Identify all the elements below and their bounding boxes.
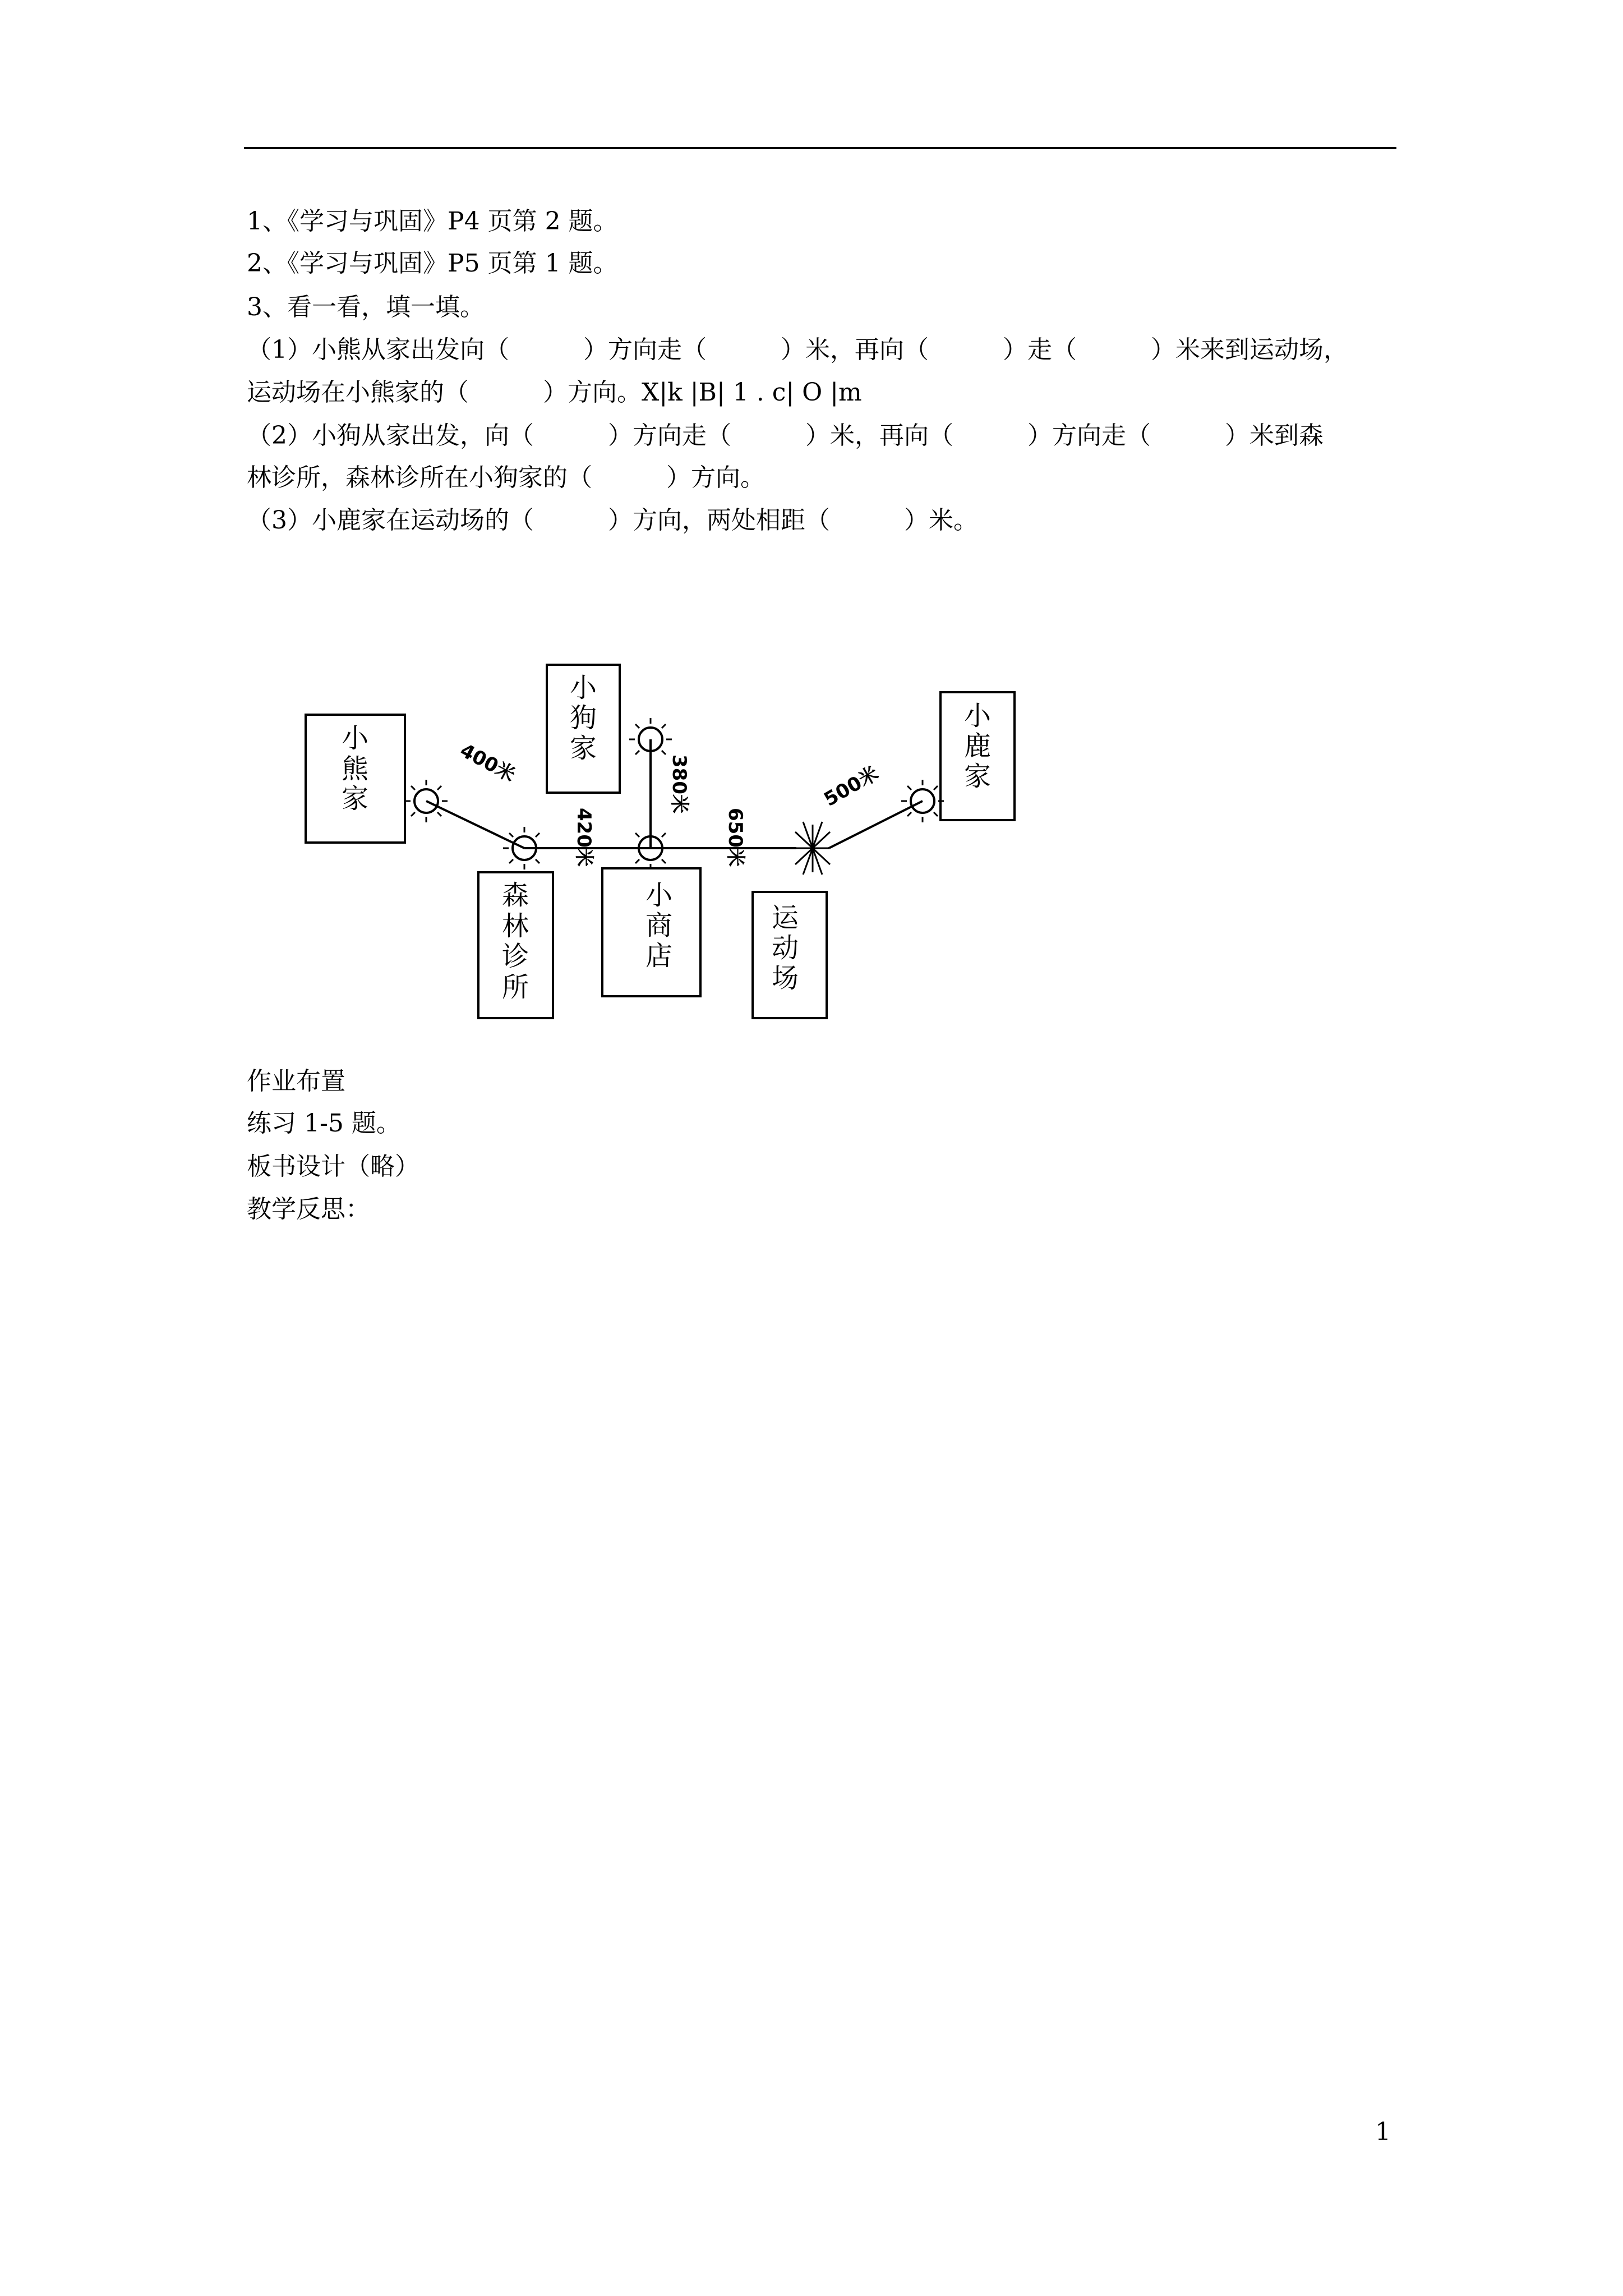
board-design: 板书设计（略） xyxy=(247,1152,419,1181)
shop-label-1: 小 xyxy=(645,880,673,911)
question-3-line-1: （3）小鹿家在运动场的（ ）方向，两处相距（ ）米。 xyxy=(247,506,978,535)
playground-marker xyxy=(795,822,830,875)
exercise-item-2: 2、《学习与巩固》P5 页第 1 题。 xyxy=(247,249,618,278)
playground-label-3: 场 xyxy=(771,963,799,994)
teaching-reflection: 教学反思： xyxy=(247,1195,370,1223)
clinic-label-4: 所 xyxy=(501,972,529,1003)
deer-home-label-1: 小 xyxy=(963,700,992,731)
route-playground-deer xyxy=(829,801,923,848)
homework-title: 作业布置 xyxy=(247,1067,345,1096)
distance-dog-shop: 380米 xyxy=(668,754,690,813)
distance-bear-clinic: 400米 xyxy=(456,739,519,787)
homework-content: 练习 1-5 题。 xyxy=(247,1109,401,1138)
shop-label-2: 商 xyxy=(645,910,673,941)
bear-home-label-1: 小 xyxy=(341,723,369,754)
route-bear-clinic xyxy=(426,801,524,848)
exercise-item-1: 1、《学习与巩固》P4 页第 2 题。 xyxy=(247,207,618,236)
distance-shop-playground: 650米 xyxy=(724,808,746,867)
clinic-label-2: 林 xyxy=(501,910,529,942)
deer-home-label-2: 鹿 xyxy=(963,730,992,762)
distance-clinic-shop: 420米 xyxy=(573,808,595,867)
clinic-label-1: 森 xyxy=(501,880,529,911)
question-1-line-2: 运动场在小熊家的（ ）方向。X|k |B| 1 . c| O |m xyxy=(247,378,862,407)
playground-label-2: 动 xyxy=(771,932,799,964)
bear-home-label-3: 家 xyxy=(341,783,369,815)
dog-home-label-2: 狗 xyxy=(569,702,597,734)
bear-home-label-2: 熊 xyxy=(341,753,369,785)
clinic-label-3: 诊 xyxy=(501,941,529,972)
question-1-line-1: （1）小熊从家出发向（ ）方向走（ ）米，再向（ ）走（ ）米来到运动场， xyxy=(247,335,1348,364)
shop-label-3: 店 xyxy=(645,940,673,972)
page-number: 1 xyxy=(1375,2118,1391,2146)
playground-label-1: 运 xyxy=(771,902,799,933)
dog-home-label-3: 家 xyxy=(569,733,597,764)
question-2-line-2: 林诊所，森林诊所在小狗家的（ ）方向。 xyxy=(247,463,765,492)
deer-home-label-3: 家 xyxy=(963,761,992,792)
exercise-item-3: 3、看一看，填一填。 xyxy=(247,293,485,321)
question-2-line-1: （2）小狗从家出发，向（ ）方向走（ ）米，再向（ ）方向走（ ）米到森 xyxy=(247,421,1324,450)
dog-home-label-1: 小 xyxy=(569,672,597,703)
distance-playground-deer: 500米 xyxy=(820,762,883,811)
